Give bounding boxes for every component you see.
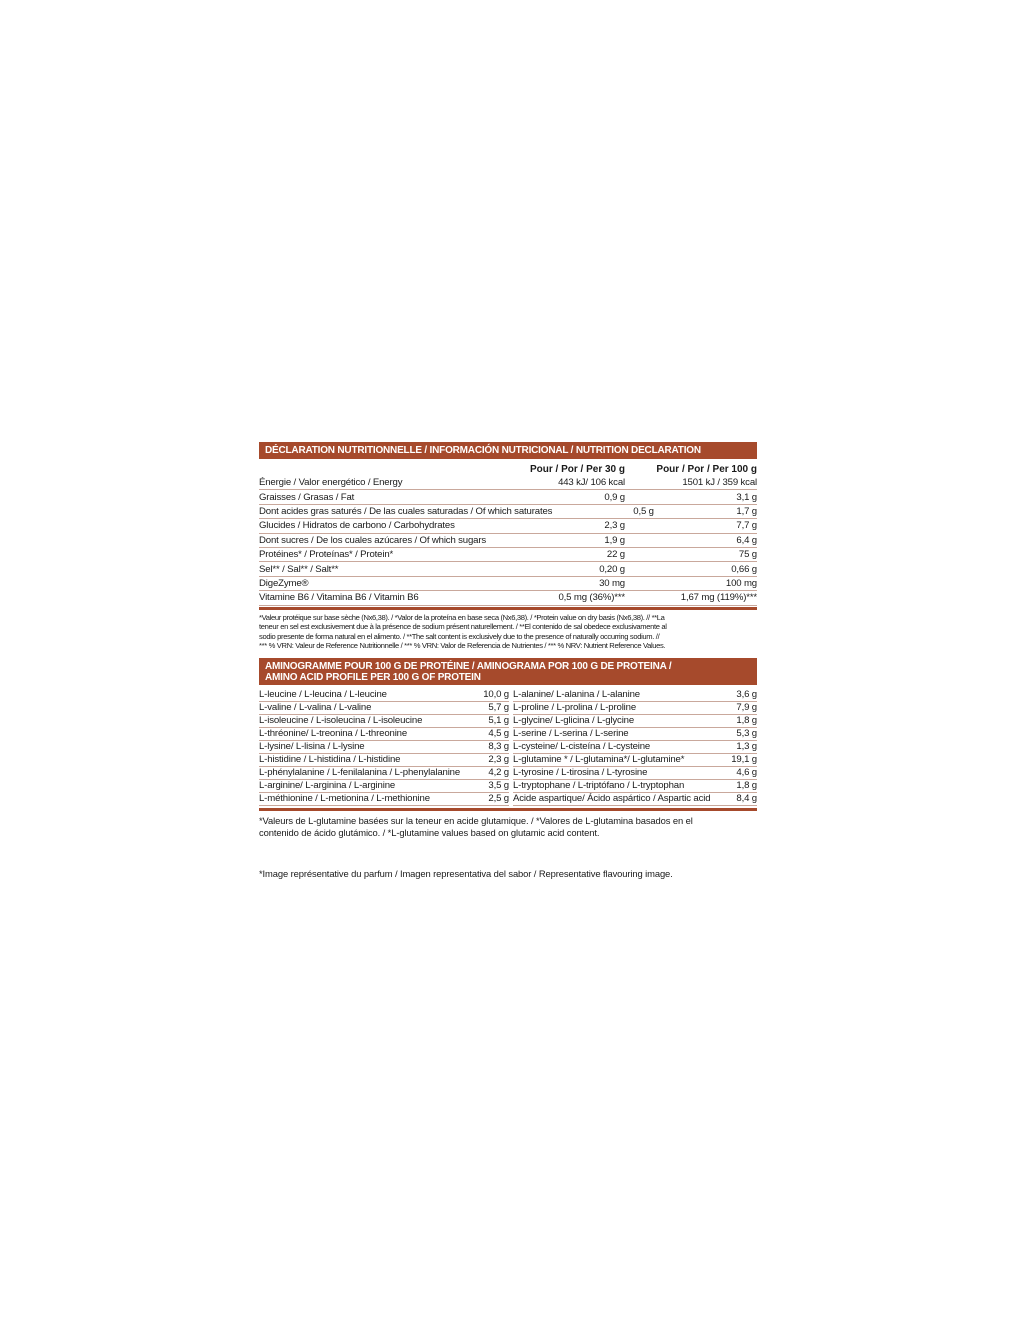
amino-cell-left <box>259 727 509 741</box>
table-row <box>259 534 757 548</box>
table-row <box>259 767 757 780</box>
value-per-100g: 3,1 g <box>736 491 757 503</box>
footnote-line: *** % VRN: Valeur de Reference Nutritionnelle / *** % VRN: Valor de Referencia de Nutrientes / *** % NRV: Nutrient Reference Values. <box>259 641 666 651</box>
amino-acid-name: L-cysteine/ L-cisteína / L-cysteine <box>513 741 651 753</box>
amino-acid-name: L-leucine / L-leucina / L-leucine <box>259 689 387 701</box>
amino-acid-value: 8,3 g <box>488 741 509 753</box>
value-per-30g: 2,3 g <box>604 520 625 532</box>
amino-acid-value: 4,5 g <box>488 728 509 740</box>
amino-cell-right <box>513 701 757 715</box>
nutrition-header: DÉCLARATION NUTRITIONNELLE / INFORMACIÓN NUTRICIONAL / NUTRITION DECLARATION <box>259 442 757 459</box>
nutrient-label: Graisses / Grasas / Fat <box>259 491 355 503</box>
amino-cell-left <box>259 766 509 780</box>
amino-cell-right <box>513 753 757 767</box>
amino-acid-value: 1,8 g <box>736 780 757 792</box>
amino-cell-left <box>259 714 509 728</box>
amino-acid-value: 4,6 g <box>736 767 757 779</box>
footnote-line: sodio presente de forma natural en el alimento. / **The salt content is exclusively due to the presence of naturally occurring sodium. // <box>259 631 660 641</box>
amino-acid-name: L-valine / L-valina / L-valine <box>259 702 372 714</box>
amino-acid-value: 1,3 g <box>736 741 757 753</box>
table-row <box>259 689 757 702</box>
value-per-100g: 1,7 g <box>736 505 757 517</box>
amino-cell-right <box>513 714 757 728</box>
nutrition-panel <box>259 442 757 840</box>
flavour-image-note: *Image représentative du parfum / Imagen representativa del sabor / Representative flavouring image. <box>259 868 673 879</box>
amino-cell-left <box>259 753 509 767</box>
glutamine-note <box>259 815 757 840</box>
nutrient-label: Glucides / Hidratos de carbono / Carbohydrates <box>259 520 455 532</box>
amino-acid-name: L-histidine / L-histidina / L-histidine <box>259 754 401 766</box>
value-per-30g: 0,5 g <box>633 505 654 517</box>
nutrition-column-headers <box>259 462 757 476</box>
amino-acid-name: L-proline / L-prolina / L-proline <box>513 702 637 714</box>
value-per-30g: 0,5 mg (36%)*** <box>558 592 625 604</box>
amino-cell-left <box>259 740 509 754</box>
amino-cell-right <box>513 688 757 702</box>
table-row <box>259 754 757 767</box>
amino-acid-value: 4,2 g <box>488 767 509 779</box>
amino-header-line: AMINO ACID PROFILE PER 100 G OF PROTEIN <box>265 671 481 683</box>
amino-acid-value: 19,1 g <box>731 754 757 766</box>
table-row <box>259 476 757 490</box>
amino-panel <box>259 658 757 840</box>
amino-header-line: AMINOGRAMME POUR 100 G DE PROTÉINE / AMINOGRAMA POR 100 G DE PROTEINA / <box>265 660 672 672</box>
amino-cell-right <box>513 779 757 793</box>
value-per-100g: 75 g <box>738 549 757 561</box>
amino-acid-name: L-glycine/ L-glicina / L-glycine <box>513 715 635 727</box>
value-per-30g: 22 g <box>606 549 625 561</box>
amino-cell-right <box>513 792 757 806</box>
table-row <box>259 505 757 519</box>
table-row <box>259 577 757 591</box>
amino-cell-right <box>513 727 757 741</box>
amino-cell-left <box>259 792 509 806</box>
value-per-100g: 1,67 mg (119%)*** <box>680 592 757 604</box>
amino-acid-name: L-glutamine * / L-glutamina*/ L-glutamine* <box>513 754 685 766</box>
amino-acid-value: 2,3 g <box>488 754 509 766</box>
nutrient-label: Dont sucres / De los cuales azúcares / Of which sugars <box>259 534 487 546</box>
value-per-100g: 0,66 g <box>731 563 757 575</box>
amino-cell-left <box>259 688 509 702</box>
nutrient-label: Sel** / Sal** / Salt** <box>259 563 339 575</box>
footnote-line: teneur en sel est exclusivement due à la présence de sodium présent naturellement. / **El contenido de sal obedece exclusivamente al <box>259 622 667 632</box>
column-per-100g: Pour / Por / Per 100 g <box>656 463 757 475</box>
table-row <box>259 780 757 793</box>
nutrition-table <box>259 476 757 606</box>
table-row <box>259 702 757 715</box>
table-row <box>259 562 757 576</box>
nutrient-label: Énergie / Valor energético / Energy <box>259 477 403 489</box>
nutrient-label: Vitamine B6 / Vitamina B6 / Vitamin B6 <box>259 592 419 604</box>
amino-acid-name: L-arginine/ L-arginina / L-arginine <box>259 780 396 792</box>
amino-acid-name: L-alanine/ L-alanina / L-alanine <box>513 689 640 701</box>
nutrient-label: Protéines* / Proteínas* / Protein* <box>259 549 394 561</box>
amino-acid-value: 5,3 g <box>736 728 757 740</box>
value-per-100g: 7,7 g <box>736 520 757 532</box>
amino-acid-value: 10,0 g <box>483 689 509 701</box>
amino-acid-name: Acide aspartique/ Ácido aspártico / Aspartic acid <box>513 793 711 805</box>
amino-cell-right <box>513 766 757 780</box>
amino-acid-value: 7,9 g <box>736 702 757 714</box>
amino-acid-name: L-lysine/ L-lisina / L-lysine <box>259 741 365 753</box>
nutrient-label: DigeZyme® <box>259 577 309 589</box>
column-per-30g: Pour / Por / Per 30 g <box>529 463 625 475</box>
amino-acid-value: 1,8 g <box>736 715 757 727</box>
value-per-30g: 0,9 g <box>604 491 625 503</box>
amino-acid-name: L-isoleucine / L-isoleucina / L-isoleucine <box>259 715 423 727</box>
nutrient-label: Dont acides gras saturés / De las cuales saturadas / Of which saturates <box>259 505 553 517</box>
value-per-100g: 6,4 g <box>736 534 757 546</box>
table-row <box>259 548 757 562</box>
nutrition-footnotes <box>259 613 757 651</box>
table-row <box>259 741 757 754</box>
value-per-30g: 1,9 g <box>604 534 625 546</box>
note-line: *Valeurs de L-glutamine basées sur la teneur en acide glutamique. / *Valores de L-glutamina basados en el <box>259 814 693 826</box>
value-per-100g: 100 mg <box>725 577 757 589</box>
amino-acid-value: 3,5 g <box>488 780 509 792</box>
footnote-line: *Valeur protéique sur base sèche (Nx6,38). / *Valor de la proteína en base seca (Nx6,38). / *Protein value on dry basis (Nx6,38). // **La <box>259 612 665 622</box>
amino-acid-name: L-méthionine / L-metionina / L-methionine <box>259 793 430 805</box>
amino-bottom-rule <box>259 808 757 811</box>
amino-acid-name: L-tryptophane / L-triptófano / L-tryptophan <box>513 780 685 792</box>
amino-acid-name: L-serine / L-serina / L-serine <box>513 728 629 740</box>
value-per-100g: 1501 kJ / 359 kcal <box>682 477 757 489</box>
amino-acid-name: L-thréonine/ L-treonina / L-threonine <box>259 728 408 740</box>
value-per-30g: 30 mg <box>599 577 625 589</box>
amino-cell-left <box>259 779 509 793</box>
table-row <box>259 715 757 728</box>
amino-header <box>259 658 757 685</box>
amino-acid-value: 5,1 g <box>488 715 509 727</box>
amino-table <box>259 689 757 806</box>
note-line: contenido de ácido glutámico. / *L-glutamine values based on glutamic acid content. <box>259 827 600 839</box>
amino-acid-value: 5,7 g <box>488 702 509 714</box>
amino-acid-name: L-phénylalanine / L-fenilalanina / L-phenylalanine <box>259 767 461 779</box>
amino-acid-value: 2,5 g <box>488 793 509 805</box>
amino-cell-right <box>513 740 757 754</box>
amino-acid-value: 8,4 g <box>736 793 757 805</box>
value-per-30g: 443 kJ/ 106 kcal <box>558 477 625 489</box>
amino-acid-name: L-tyrosine / L-tirosina / L-tyrosine <box>513 767 648 779</box>
table-row <box>259 591 757 605</box>
amino-acid-value: 3,6 g <box>736 689 757 701</box>
table-row <box>259 728 757 741</box>
nutrition-bottom-rule <box>259 607 757 610</box>
table-row <box>259 490 757 504</box>
table-row <box>259 793 757 806</box>
value-per-30g: 0,20 g <box>599 563 625 575</box>
table-row <box>259 519 757 533</box>
amino-cell-left <box>259 701 509 715</box>
